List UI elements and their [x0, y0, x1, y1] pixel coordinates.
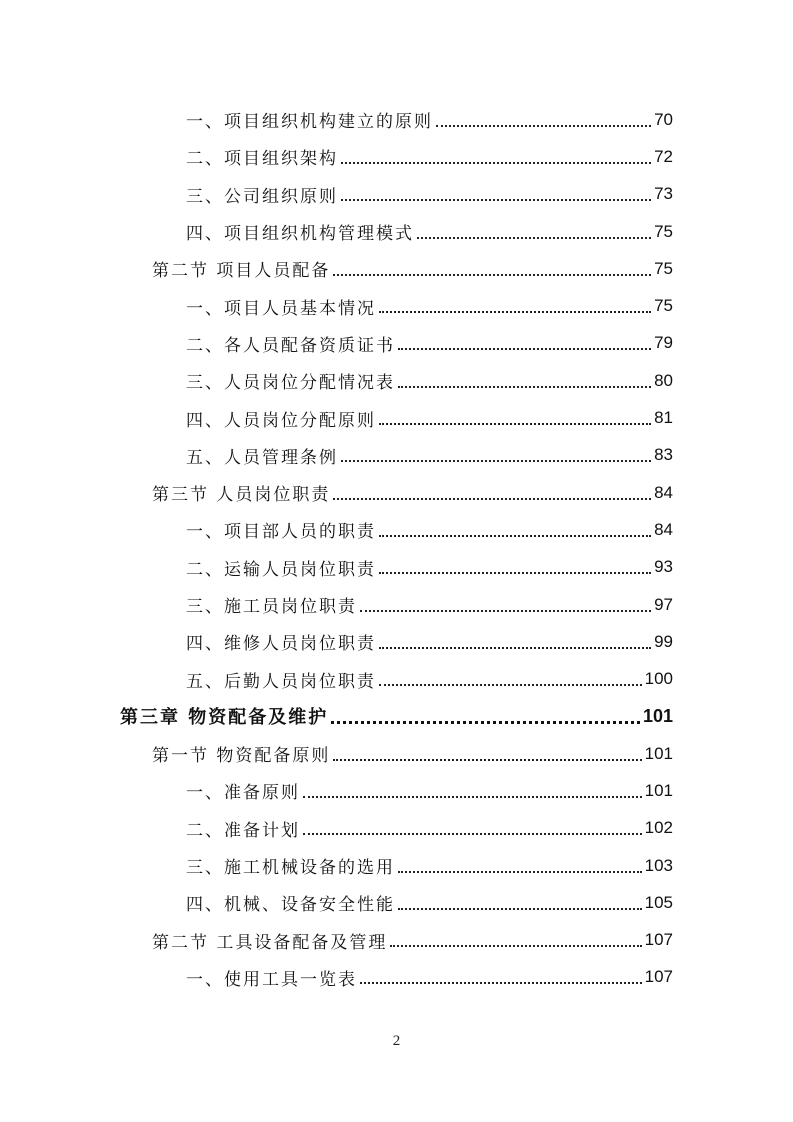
- toc-section-entry[interactable]: [0, 474, 793, 511]
- toc-entry-page: 101: [642, 705, 673, 726]
- toc-entry[interactable]: [0, 213, 793, 250]
- toc-section-entry[interactable]: [0, 735, 793, 772]
- toc-entry-page: 75: [654, 258, 673, 278]
- toc-entry-page: 84: [654, 482, 673, 502]
- toc-entry[interactable]: [0, 437, 793, 474]
- toc-entry-page: 97: [654, 594, 673, 614]
- toc-entry-page: 99: [654, 631, 673, 651]
- toc-leader-dots: [341, 460, 651, 462]
- toc-entry[interactable]: [0, 847, 793, 884]
- toc-leader-dots: [379, 647, 651, 649]
- toc-leader-dots: [379, 535, 651, 537]
- toc-entry-title: 四、机械、设备安全性能: [186, 895, 395, 916]
- toc-entry[interactable]: [0, 810, 793, 847]
- toc-entry-page: 84: [654, 519, 673, 539]
- toc-entry[interactable]: [0, 549, 793, 586]
- toc-entry-page: 75: [654, 221, 673, 241]
- toc-entry-page: 103: [644, 855, 673, 875]
- toc-entry-title: 三、人员岗位分配情况表: [186, 373, 395, 394]
- toc-entry[interactable]: [0, 660, 793, 697]
- toc-entry-title: 第二节 项目人员配备: [152, 261, 331, 282]
- toc-entry-page: 73: [654, 184, 673, 204]
- toc-entry-page: 70: [654, 109, 673, 129]
- toc-leader-dots: [436, 125, 651, 127]
- toc-leader-dots: [341, 162, 651, 164]
- toc-entry-title: 一、使用工具一览表: [186, 969, 357, 990]
- toc-leader-dots: [379, 684, 642, 686]
- toc-entry-page: 83: [654, 445, 673, 465]
- toc-leader-dots: [379, 572, 651, 574]
- toc-leader-dots: [360, 610, 651, 612]
- toc-entry-page: 81: [654, 408, 673, 428]
- toc-entry[interactable]: [0, 362, 793, 399]
- toc-entry[interactable]: [0, 511, 793, 548]
- toc-entry-title: 四、维修人员岗位职责: [186, 634, 376, 655]
- toc-leader-dots: [398, 871, 642, 873]
- toc-entry-page: 93: [654, 557, 673, 577]
- toc-entry-page: 101: [644, 780, 673, 800]
- toc-entry-page: 105: [644, 892, 673, 912]
- toc-entry[interactable]: [0, 325, 793, 362]
- toc-leader-dots: [379, 311, 651, 313]
- toc-entry-title: 五、后勤人员岗位职责: [186, 671, 376, 692]
- toc-entry-title: 二、项目组织架构: [186, 149, 338, 170]
- toc-leader-dots: [303, 833, 642, 835]
- toc-section-entry[interactable]: [0, 250, 793, 287]
- toc-entry-title: 第二节 工具设备配备及管理: [152, 932, 388, 953]
- toc-leader-dots: [333, 274, 651, 276]
- toc-leader-dots: [331, 721, 640, 724]
- toc-leader-dots: [341, 199, 651, 201]
- toc-entry-title: 三、施工机械设备的选用: [186, 858, 395, 879]
- toc-entry-title: 第一节 物资配备原则: [152, 746, 331, 767]
- toc-entry-title: 四、项目组织机构管理模式: [186, 224, 414, 245]
- toc-entry-title: 三、公司组织原则: [186, 186, 338, 207]
- toc-leader-dots: [390, 945, 641, 947]
- toc-entry-title: 四、人员岗位分配原则: [186, 410, 376, 431]
- toc-leader-dots: [379, 423, 651, 425]
- toc-entry-page: 75: [654, 296, 673, 316]
- toc-entry[interactable]: [0, 884, 793, 921]
- toc-entry[interactable]: [0, 772, 793, 809]
- toc-entry-page: 101: [644, 743, 673, 763]
- toc-entry-page: 79: [654, 333, 673, 353]
- toc-entry[interactable]: [0, 399, 793, 436]
- toc-leader-dots: [398, 386, 651, 388]
- toc-entry-title: 第三章 物资配备及维护: [120, 707, 329, 729]
- toc-entry-title: 第三节 人员岗位职责: [152, 485, 331, 506]
- toc-entry-page: 102: [644, 818, 673, 838]
- toc-entry[interactable]: [0, 287, 793, 324]
- toc-entry-title: 二、运输人员岗位职责: [186, 559, 376, 580]
- toc-leader-dots: [360, 982, 642, 984]
- toc-leader-dots: [303, 796, 642, 798]
- page-number: 2: [392, 1033, 401, 1049]
- toc-entry[interactable]: [0, 176, 793, 213]
- toc-entry-page: 107: [644, 967, 673, 987]
- toc-entry-title: 二、准备计划: [186, 820, 300, 841]
- table-of-contents: [0, 101, 793, 996]
- toc-entry-title: 一、准备原则: [186, 783, 300, 804]
- toc-entry[interactable]: [0, 623, 793, 660]
- toc-entry-title: 二、各人员配备资质证书: [186, 335, 395, 356]
- toc-entry-title: 五、人员管理条例: [186, 447, 338, 468]
- toc-leader-dots: [398, 908, 642, 910]
- toc-chapter-entry[interactable]: [0, 698, 793, 735]
- toc-leader-dots: [333, 498, 651, 500]
- toc-entry[interactable]: [0, 586, 793, 623]
- toc-entry-title: 一、项目组织机构建立的原则: [186, 112, 433, 133]
- toc-entry[interactable]: [0, 138, 793, 175]
- toc-entry-page: 72: [654, 146, 673, 166]
- toc-leader-dots: [398, 348, 651, 350]
- toc-leader-dots: [333, 759, 641, 761]
- toc-entry-page: 107: [644, 930, 673, 950]
- toc-leader-dots: [417, 237, 651, 239]
- toc-section-entry[interactable]: [0, 922, 793, 959]
- toc-entry-page: 100: [644, 669, 673, 689]
- toc-entry[interactable]: [0, 101, 793, 138]
- toc-entry-page: 80: [654, 370, 673, 390]
- toc-entry[interactable]: [0, 959, 793, 996]
- toc-entry-title: 一、项目部人员的职责: [186, 522, 376, 543]
- toc-entry-title: 一、项目人员基本情况: [186, 298, 376, 319]
- toc-entry-title: 三、施工员岗位职责: [186, 597, 357, 617]
